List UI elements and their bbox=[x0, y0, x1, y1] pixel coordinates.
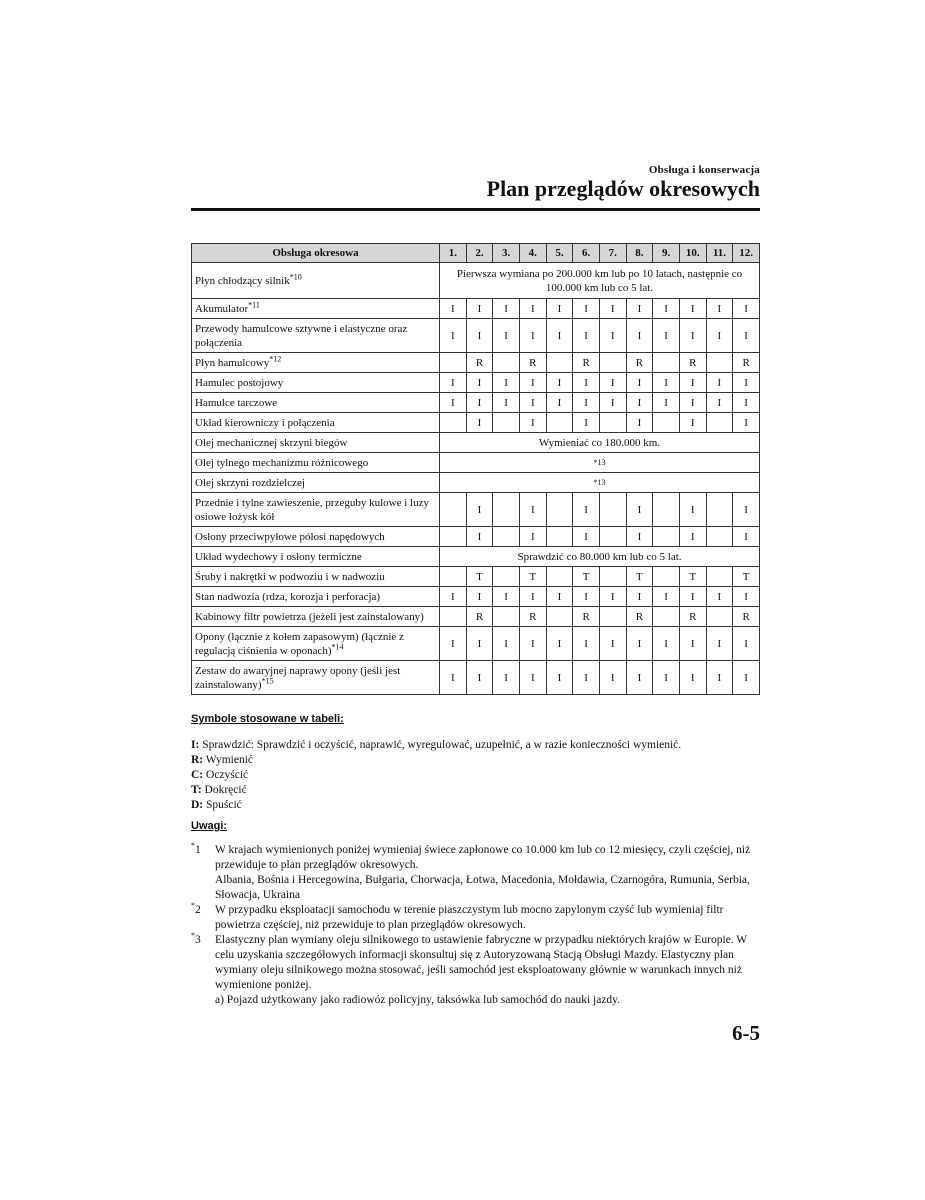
interval-cell bbox=[653, 493, 680, 527]
interval-cell: I bbox=[733, 587, 760, 607]
operation-label: Układ kierowniczy i połączenia bbox=[195, 416, 335, 429]
interval-cell bbox=[546, 493, 573, 527]
column-header-interval: 4. bbox=[519, 244, 546, 263]
interval-cell: I bbox=[599, 587, 626, 607]
span-cell: Sprawdzić co 80.000 km lub co 5 lat. bbox=[440, 547, 760, 567]
interval-cell: I bbox=[573, 413, 600, 433]
interval-cell: I bbox=[440, 373, 467, 393]
interval-cell: I bbox=[733, 393, 760, 413]
symbol-key: T: bbox=[191, 784, 202, 796]
operation-cell bbox=[192, 661, 440, 695]
interval-cell: I bbox=[653, 299, 680, 319]
table-row bbox=[192, 299, 760, 319]
operation-label: Olej skrzyni rozdzielczej bbox=[195, 476, 305, 489]
footnote-ref: *14 bbox=[331, 641, 344, 651]
column-header-interval: 5. bbox=[546, 244, 573, 263]
operation-label: Hamulce tarczowe bbox=[195, 396, 278, 409]
interval-cell: I bbox=[599, 373, 626, 393]
interval-cell: I bbox=[493, 393, 520, 413]
symbol-key: D: bbox=[191, 799, 204, 811]
interval-cell: I bbox=[706, 299, 733, 319]
interval-cell: I bbox=[440, 627, 467, 661]
operation-cell bbox=[192, 547, 440, 567]
interval-cell: I bbox=[679, 661, 706, 695]
interval-cell bbox=[599, 493, 626, 527]
interval-cell bbox=[440, 527, 467, 547]
symbol-text: Sprawdzić: Sprawdzić i oczyścić, naprawić, wyregulować, uzupełnić, a w razie konieczności wymienić. bbox=[199, 739, 682, 751]
operation-cell bbox=[192, 473, 440, 493]
interval-cell: R bbox=[466, 353, 493, 373]
interval-cell: I bbox=[626, 373, 653, 393]
maintenance-schedule-table bbox=[191, 243, 760, 695]
interval-cell: I bbox=[679, 299, 706, 319]
interval-cell: I bbox=[706, 661, 733, 695]
footnote-ref: *12 bbox=[269, 353, 282, 363]
interval-cell bbox=[546, 567, 573, 587]
interval-cell: I bbox=[546, 587, 573, 607]
interval-cell bbox=[440, 353, 467, 373]
operation-cell bbox=[192, 393, 440, 413]
column-header-interval: 8. bbox=[626, 244, 653, 263]
interval-cell bbox=[440, 567, 467, 587]
interval-cell: I bbox=[733, 661, 760, 695]
note-marker bbox=[191, 933, 201, 948]
interval-cell: R bbox=[679, 353, 706, 373]
operation-label: Kabinowy filtr powietrza (jeżeli jest zainstalowany) bbox=[195, 610, 424, 623]
operation-cell bbox=[192, 587, 440, 607]
operation-cell bbox=[192, 373, 440, 393]
column-header-interval: 12. bbox=[733, 244, 760, 263]
interval-cell: I bbox=[679, 319, 706, 353]
interval-cell: I bbox=[493, 627, 520, 661]
interval-cell: I bbox=[653, 627, 680, 661]
interval-cell: T bbox=[573, 567, 600, 587]
column-header-interval: 10. bbox=[679, 244, 706, 263]
interval-cell bbox=[599, 353, 626, 373]
note-item bbox=[191, 933, 761, 1008]
span-cell: *13 bbox=[440, 453, 760, 473]
notes-list bbox=[191, 843, 761, 1008]
interval-cell: I bbox=[653, 373, 680, 393]
interval-cell: I bbox=[573, 319, 600, 353]
table-row bbox=[192, 353, 760, 373]
symbols-list bbox=[191, 738, 681, 813]
interval-cell: I bbox=[573, 393, 600, 413]
interval-cell: I bbox=[440, 299, 467, 319]
interval-cell: I bbox=[679, 627, 706, 661]
interval-cell: I bbox=[546, 299, 573, 319]
table-row bbox=[192, 413, 760, 433]
section-label: Obsługa i konserwacja bbox=[648, 164, 760, 176]
column-header-operation: Obsługa okresowa bbox=[192, 244, 440, 263]
operation-cell bbox=[192, 263, 440, 299]
symbol-item bbox=[191, 753, 681, 768]
operation-cell bbox=[192, 299, 440, 319]
table-row bbox=[192, 607, 760, 627]
table-row bbox=[192, 473, 760, 493]
column-header-interval: 1. bbox=[440, 244, 467, 263]
interval-cell: I bbox=[599, 299, 626, 319]
interval-cell: I bbox=[466, 319, 493, 353]
note-number: 2 bbox=[195, 904, 201, 916]
interval-cell: I bbox=[493, 299, 520, 319]
interval-cell: I bbox=[733, 527, 760, 547]
interval-cell: I bbox=[519, 587, 546, 607]
interval-cell bbox=[706, 493, 733, 527]
table-row bbox=[192, 319, 760, 353]
interval-cell: I bbox=[733, 413, 760, 433]
interval-cell: I bbox=[519, 661, 546, 695]
title-rule bbox=[191, 208, 760, 211]
interval-cell: I bbox=[733, 627, 760, 661]
interval-cell: I bbox=[573, 661, 600, 695]
interval-cell: I bbox=[546, 373, 573, 393]
interval-cell: I bbox=[733, 299, 760, 319]
interval-cell: I bbox=[519, 413, 546, 433]
interval-cell: I bbox=[706, 373, 733, 393]
interval-cell: I bbox=[466, 661, 493, 695]
note-asterisk: * bbox=[191, 931, 195, 941]
operation-cell bbox=[192, 319, 440, 353]
interval-cell: I bbox=[519, 627, 546, 661]
interval-cell: I bbox=[546, 319, 573, 353]
symbol-text: Oczyścić bbox=[203, 769, 249, 781]
interval-cell: I bbox=[573, 527, 600, 547]
interval-cell: R bbox=[626, 353, 653, 373]
interval-cell: R bbox=[519, 607, 546, 627]
interval-cell: I bbox=[466, 627, 493, 661]
operation-cell bbox=[192, 493, 440, 527]
interval-cell: T bbox=[466, 567, 493, 587]
interval-cell bbox=[493, 567, 520, 587]
note-number: 3 bbox=[195, 934, 201, 946]
column-header-interval: 6. bbox=[573, 244, 600, 263]
interval-cell bbox=[546, 527, 573, 547]
table-row bbox=[192, 433, 760, 453]
table-row bbox=[192, 493, 760, 527]
interval-cell: I bbox=[493, 661, 520, 695]
interval-cell: I bbox=[493, 319, 520, 353]
operation-label: Akumulator bbox=[195, 302, 249, 315]
notes-heading: Uwagi: bbox=[191, 820, 228, 832]
interval-cell: I bbox=[626, 393, 653, 413]
note-marker bbox=[191, 843, 201, 858]
interval-cell: R bbox=[573, 353, 600, 373]
interval-cell: T bbox=[679, 567, 706, 587]
interval-cell: I bbox=[653, 661, 680, 695]
note-asterisk: * bbox=[191, 841, 195, 851]
page-number: 6-5 bbox=[732, 1021, 760, 1045]
interval-cell: I bbox=[679, 493, 706, 527]
operation-label: Hamulec postojowy bbox=[195, 376, 284, 389]
interval-cell: I bbox=[440, 393, 467, 413]
operation-cell bbox=[192, 433, 440, 453]
operation-label: Stan nadwozia (rdza, korozja i perforacja) bbox=[195, 590, 381, 603]
table-row bbox=[192, 263, 760, 299]
operation-cell bbox=[192, 607, 440, 627]
interval-cell bbox=[706, 607, 733, 627]
interval-cell: I bbox=[599, 627, 626, 661]
interval-cell: R bbox=[519, 353, 546, 373]
interval-cell: I bbox=[573, 493, 600, 527]
operation-cell bbox=[192, 353, 440, 373]
interval-cell: I bbox=[466, 493, 493, 527]
interval-cell: I bbox=[733, 373, 760, 393]
interval-cell: I bbox=[519, 527, 546, 547]
note-item bbox=[191, 843, 761, 903]
interval-cell bbox=[653, 353, 680, 373]
interval-cell: T bbox=[733, 567, 760, 587]
note-text: W krajach wymienionych poniżej wymieniaj świece zapłonowe co 10.000 km lub co 12 miesięcy, czyli częściej, niż przewiduje to plan przeglądów okresowych. bbox=[215, 844, 751, 871]
interval-cell: I bbox=[679, 373, 706, 393]
interval-cell: I bbox=[653, 319, 680, 353]
interval-cell bbox=[546, 413, 573, 433]
table-row bbox=[192, 527, 760, 547]
symbol-item bbox=[191, 798, 681, 813]
interval-cell: I bbox=[679, 413, 706, 433]
interval-cell bbox=[653, 527, 680, 547]
footnote-ref: *15 bbox=[261, 675, 274, 685]
interval-cell: T bbox=[626, 567, 653, 587]
operation-label: Śruby i nakrętki w podwoziu i w nadwoziu bbox=[195, 570, 385, 583]
interval-cell bbox=[706, 527, 733, 547]
interval-cell: R bbox=[626, 607, 653, 627]
table-header-row bbox=[192, 244, 760, 263]
operation-cell bbox=[192, 627, 440, 661]
interval-cell: I bbox=[493, 587, 520, 607]
interval-cell: I bbox=[626, 627, 653, 661]
operation-label: Olej tylnego mechanizmu różnicowego bbox=[195, 456, 369, 469]
interval-cell: I bbox=[599, 319, 626, 353]
interval-cell: I bbox=[573, 587, 600, 607]
table-row bbox=[192, 453, 760, 473]
operation-label: Układ wydechowy i osłony termiczne bbox=[195, 550, 362, 563]
interval-cell bbox=[493, 353, 520, 373]
interval-cell: I bbox=[626, 413, 653, 433]
interval-cell: I bbox=[573, 299, 600, 319]
symbol-item bbox=[191, 783, 681, 798]
interval-cell bbox=[440, 413, 467, 433]
note-text: W przypadku eksploatacji samochodu w terenie piaszczystym lub mocno zapylonym czyść lub wymieniaj filtr powietrza częściej, niż przewiduje to plan przeglądów okresowych. bbox=[215, 904, 724, 931]
operation-label: Przednie i tylne zawieszenie, przeguby kulowe i luzy osiowe łożysk kół bbox=[195, 496, 429, 523]
interval-cell: I bbox=[466, 413, 493, 433]
operation-label: Olej mechanicznej skrzyni biegów bbox=[195, 436, 348, 449]
interval-cell: I bbox=[440, 587, 467, 607]
operation-cell bbox=[192, 567, 440, 587]
interval-cell bbox=[493, 413, 520, 433]
interval-cell: I bbox=[599, 393, 626, 413]
interval-cell: I bbox=[626, 661, 653, 695]
interval-cell: I bbox=[706, 587, 733, 607]
operation-label: Przewody hamulcowe sztywne i elastyczne oraz połączenia bbox=[195, 322, 408, 349]
symbol-item bbox=[191, 738, 681, 753]
interval-cell bbox=[546, 607, 573, 627]
column-header-interval: 2. bbox=[466, 244, 493, 263]
note-marker bbox=[191, 903, 201, 918]
table-row bbox=[192, 547, 760, 567]
table-row bbox=[192, 567, 760, 587]
interval-cell: I bbox=[679, 527, 706, 547]
interval-cell: R bbox=[573, 607, 600, 627]
interval-cell: I bbox=[493, 373, 520, 393]
interval-cell: I bbox=[706, 319, 733, 353]
interval-cell bbox=[653, 413, 680, 433]
footnote-ref: *10 bbox=[289, 271, 302, 281]
page-title: Plan przeglądów okresowych bbox=[486, 176, 760, 201]
column-header-interval: 11. bbox=[706, 244, 733, 263]
operation-label: Zestaw do awaryjnej naprawy opony (jeśli jest zainstalowany) bbox=[195, 664, 401, 691]
operation-label: Płyn hamulcowy bbox=[195, 356, 270, 369]
column-header-interval: 3. bbox=[493, 244, 520, 263]
note-text: Albania, Bośnia i Hercegowina, Bułgaria, Chorwacja, Łotwa, Macedonia, Mołdawia, Czarnogóra, Rumunia, Serbia, Słowacja, Ukraina bbox=[215, 874, 750, 901]
symbols-heading: Symbole stosowane w tabeli: bbox=[191, 713, 344, 725]
table-row bbox=[192, 627, 760, 661]
interval-cell: R bbox=[733, 607, 760, 627]
span-cell: Wymieniać co 180.000 km. bbox=[440, 433, 760, 453]
column-header-interval: 9. bbox=[653, 244, 680, 263]
interval-cell: I bbox=[546, 393, 573, 413]
interval-cell: I bbox=[440, 319, 467, 353]
span-cell: *13 bbox=[440, 473, 760, 493]
interval-cell: I bbox=[653, 393, 680, 413]
symbol-text: Dokręcić bbox=[201, 784, 247, 796]
interval-cell bbox=[706, 567, 733, 587]
interval-cell: I bbox=[626, 299, 653, 319]
interval-cell: I bbox=[706, 627, 733, 661]
interval-cell bbox=[599, 413, 626, 433]
symbol-text: Spuścić bbox=[203, 799, 242, 811]
span-cell: Pierwsza wymiana po 200.000 km lub po 10 latach, następnie co 100.000 km lub co 5 lat. bbox=[440, 263, 760, 299]
symbol-text: Wymienić bbox=[203, 754, 254, 766]
interval-cell: I bbox=[733, 319, 760, 353]
interval-cell: I bbox=[466, 587, 493, 607]
operation-label: Płyn chłodzący silnik bbox=[195, 274, 290, 287]
interval-cell bbox=[653, 607, 680, 627]
interval-cell bbox=[440, 607, 467, 627]
interval-cell: I bbox=[706, 393, 733, 413]
interval-cell bbox=[599, 527, 626, 547]
operation-cell bbox=[192, 413, 440, 433]
interval-cell bbox=[706, 413, 733, 433]
interval-cell: R bbox=[733, 353, 760, 373]
note-item bbox=[191, 903, 761, 933]
table-row bbox=[192, 373, 760, 393]
interval-cell: I bbox=[519, 393, 546, 413]
table-row bbox=[192, 393, 760, 413]
interval-cell: I bbox=[599, 661, 626, 695]
interval-cell: I bbox=[626, 319, 653, 353]
interval-cell: I bbox=[733, 493, 760, 527]
table-row bbox=[192, 587, 760, 607]
interval-cell: I bbox=[546, 627, 573, 661]
footnote-ref: *11 bbox=[248, 299, 260, 309]
interval-cell: I bbox=[626, 527, 653, 547]
symbol-key: C: bbox=[191, 769, 204, 781]
interval-cell bbox=[599, 607, 626, 627]
interval-cell: I bbox=[466, 373, 493, 393]
symbol-key: R: bbox=[191, 754, 204, 766]
interval-cell bbox=[493, 527, 520, 547]
interval-cell: I bbox=[546, 661, 573, 695]
interval-cell: R bbox=[466, 607, 493, 627]
interval-cell: I bbox=[626, 493, 653, 527]
interval-cell: I bbox=[466, 393, 493, 413]
interval-cell bbox=[706, 353, 733, 373]
interval-cell: I bbox=[679, 393, 706, 413]
operation-label: Osłony przeciwpyłowe półosi napędowych bbox=[195, 530, 385, 543]
interval-cell bbox=[599, 567, 626, 587]
interval-cell: I bbox=[466, 299, 493, 319]
interval-cell: I bbox=[440, 661, 467, 695]
interval-cell: T bbox=[519, 567, 546, 587]
interval-cell: I bbox=[573, 373, 600, 393]
interval-cell: R bbox=[679, 607, 706, 627]
interval-cell: I bbox=[519, 493, 546, 527]
interval-cell: I bbox=[519, 299, 546, 319]
interval-cell: I bbox=[519, 373, 546, 393]
interval-cell: I bbox=[653, 587, 680, 607]
table-row bbox=[192, 661, 760, 695]
note-text: a) Pojazd użytkowany jako radiowóz policyjny, taksówka lub samochód do nauki jazdy. bbox=[215, 994, 621, 1006]
interval-cell bbox=[493, 607, 520, 627]
interval-cell bbox=[440, 493, 467, 527]
note-number: 1 bbox=[195, 844, 201, 856]
interval-cell: I bbox=[626, 587, 653, 607]
symbol-key: I: bbox=[191, 739, 200, 751]
note-asterisk: * bbox=[191, 901, 195, 911]
column-header-interval: 7. bbox=[599, 244, 626, 263]
interval-cell bbox=[653, 567, 680, 587]
interval-cell bbox=[546, 353, 573, 373]
interval-cell: I bbox=[573, 627, 600, 661]
interval-cell bbox=[493, 493, 520, 527]
symbol-item bbox=[191, 768, 681, 783]
interval-cell: I bbox=[519, 319, 546, 353]
operation-cell bbox=[192, 453, 440, 473]
interval-cell: I bbox=[679, 587, 706, 607]
operation-label: Opony (łącznie z kołem zapasowym) (łącznie z regulacją ciśnienia w oponach) bbox=[195, 630, 404, 657]
operation-cell bbox=[192, 527, 440, 547]
interval-cell: I bbox=[466, 527, 493, 547]
note-text: Elastyczny plan wymiany oleju silnikowego to ustawienie fabryczne w przypadku niektórych krajów w Europie. W celu uzyskania szczegółowych informacji skonsultuj się z Autoryzowaną Stacją Obsługi Mazdy. Elastyczny plan wymiany oleju silnikowego można stosować, jeśli samochód jest eksploatowany głównie w warunkach innych niż wymienione poniżej. bbox=[215, 934, 747, 991]
